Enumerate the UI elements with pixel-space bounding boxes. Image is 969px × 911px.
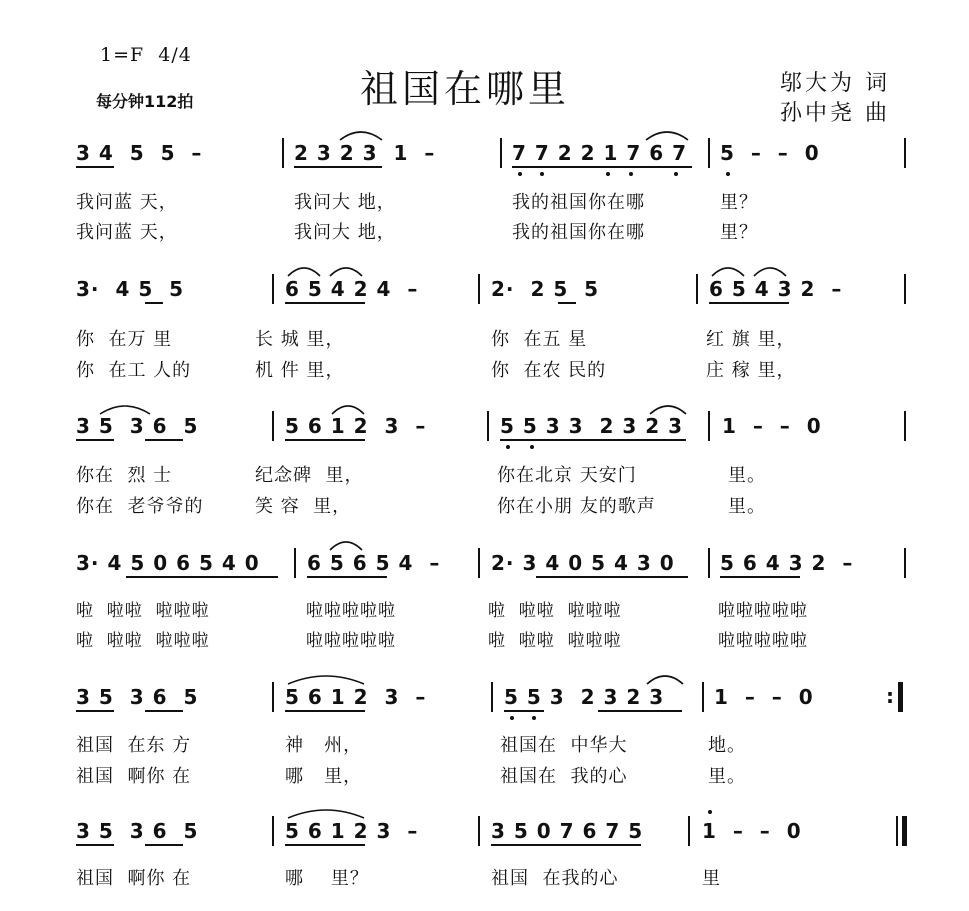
bar-line [904, 548, 906, 578]
lyric: 笑 容 里， [255, 496, 352, 517]
low-octave-dot [629, 172, 633, 176]
low-octave-dot [726, 172, 730, 176]
beam [512, 166, 692, 168]
low-octave-dot [518, 172, 522, 176]
lyric: 哪 里？ [285, 868, 369, 889]
low-octave-dot [540, 172, 544, 176]
lyric: 里？ [720, 222, 758, 243]
lyric: 里。 [728, 465, 766, 486]
bar-line [688, 816, 690, 846]
key-signature: 1=F 4/4 [100, 44, 192, 66]
bar-line [904, 138, 906, 168]
beam [285, 302, 365, 304]
beam [76, 710, 114, 712]
repeat-bar-line [898, 682, 903, 712]
bar-line [500, 138, 502, 168]
lyric: 你在小朋 友的歌声 [497, 496, 656, 517]
bar-line [478, 274, 480, 304]
measure-notes: 1 – – 0 [702, 819, 802, 843]
lyric: 神 州， [285, 735, 363, 756]
beam [145, 302, 163, 304]
lyric: 啦啦啦啦啦 [306, 601, 396, 621]
beam [76, 844, 114, 846]
bar-line [708, 548, 710, 578]
lyric: 我的祖国你在哪 [512, 192, 645, 213]
measure-notes: 5 – – 0 [720, 141, 820, 165]
measure-notes: 2· 2 5 5 [491, 277, 600, 301]
measure-notes: 5 6 4 3 2 – [720, 551, 854, 575]
measure-notes: 3· 4 5 0 6 5 4 0 [76, 551, 260, 575]
beam [491, 844, 641, 846]
measure-notes: 5 6 1 2 3 – [285, 685, 427, 709]
lyric: 里。 [728, 496, 766, 517]
slur [645, 672, 685, 686]
measure-notes: 1 – – 0 [722, 414, 822, 438]
final-bar-line-thick [902, 816, 907, 846]
measure-notes: 5 5 3 3 2 3 2 3 [500, 414, 684, 438]
beam [536, 576, 688, 578]
composer-credit: 孙中尧 曲 [780, 101, 890, 126]
tempo-marking: 每分钟112拍 [96, 92, 194, 111]
measure-notes: 3· 4 5 5 [76, 277, 185, 301]
beam [76, 439, 114, 441]
slur [328, 264, 364, 278]
beam [285, 439, 365, 441]
lyric: 啦 啦啦 啦啦啦 [76, 631, 210, 651]
beam [294, 166, 382, 168]
slur [98, 402, 152, 416]
bar-line [272, 274, 274, 304]
low-octave-dot [506, 445, 510, 449]
low-octave-dot [606, 172, 610, 176]
beam [709, 302, 789, 304]
lyric: 啦啦啦啦啦 [718, 631, 808, 651]
measure-notes: 3 4 5 5 – [76, 141, 203, 165]
lyric: 我问大 地， [294, 192, 396, 213]
measure-notes: 6 5 4 3 2 – [709, 277, 843, 301]
bar-line [487, 411, 489, 441]
lyric: 啦啦啦啦啦 [718, 601, 808, 621]
lyric: 红 旗 里， [706, 329, 796, 350]
beam [145, 439, 183, 441]
lyric: 我的祖国你在哪 [512, 222, 645, 243]
lyric: 啦 啦啦 啦啦啦 [488, 601, 622, 621]
beam [504, 710, 544, 712]
bar-line [904, 274, 906, 304]
bar-line [272, 816, 274, 846]
lyric: 地。 [708, 735, 746, 756]
lyric: 你 在工 人的 [76, 360, 192, 381]
beam [126, 576, 278, 578]
low-octave-dot [530, 445, 534, 449]
slur [644, 128, 690, 142]
measure-notes: 2 3 2 3 1 – [294, 141, 436, 165]
beam [720, 576, 800, 578]
bar-line [904, 411, 906, 441]
bar-line [478, 548, 480, 578]
lyric: 啦 啦啦 啦啦啦 [76, 601, 210, 621]
lyric: 你在北京 天安门 [497, 465, 637, 486]
bar-line [272, 682, 274, 712]
measure-notes: 6 5 4 2 4 – [285, 277, 419, 301]
measure-notes: 3 5 3 6 5 [76, 819, 199, 843]
slur [710, 264, 746, 278]
lyric: 里 [702, 868, 721, 889]
lyric: 祖国在 中华大 [500, 735, 628, 756]
measure-notes: 5 6 1 2 3 – [285, 819, 419, 843]
lyric: 你 在农 民的 [491, 360, 607, 381]
song-title: 祖国在哪里 [360, 67, 571, 111]
beam [76, 166, 114, 168]
lyric: 祖国在 我的心 [500, 766, 628, 787]
measure-notes: 3 5 3 6 5 [76, 685, 199, 709]
beam [285, 844, 365, 846]
slur [752, 264, 788, 278]
lyric: 祖国 啊你 在 [76, 868, 192, 889]
beam [558, 302, 576, 304]
lyric: 祖国 在我的心 [491, 868, 619, 889]
slur [286, 672, 366, 686]
lyric: 哪 里， [285, 766, 363, 787]
lyric: 我问大 地， [294, 222, 396, 243]
low-octave-dot [510, 716, 514, 720]
low-octave-dot [532, 716, 536, 720]
bar-line [708, 138, 710, 168]
slur [328, 538, 364, 552]
measure-notes: 5 5 3 2 3 2 3 [504, 685, 665, 709]
lyric: 机 件 里， [255, 360, 345, 381]
beam [500, 439, 686, 441]
lyric: 里。 [708, 766, 746, 787]
measure-notes: 2· 3 4 0 5 4 3 0 [491, 551, 675, 575]
measure-notes: 1 – – 0 [714, 685, 814, 709]
bar-line [702, 682, 704, 712]
bar-line [294, 548, 296, 578]
lyric: 啦啦啦啦啦 [306, 631, 396, 651]
beam [145, 844, 183, 846]
slur [286, 264, 322, 278]
slur [648, 402, 688, 416]
lyric: 祖国 在东 方 [76, 735, 192, 756]
lyric: 庄 稼 里， [706, 360, 796, 381]
measure-notes: 5 6 1 2 3 – [285, 414, 427, 438]
slur [330, 402, 366, 416]
bar-line [282, 138, 284, 168]
low-octave-dot [674, 172, 678, 176]
lyric: 长 城 里， [255, 329, 345, 350]
final-bar-line [896, 816, 898, 846]
bar-line [478, 816, 480, 846]
bar-line [696, 274, 698, 304]
beam [285, 710, 365, 712]
slur [286, 806, 366, 820]
beam [598, 710, 682, 712]
bar-line [272, 411, 274, 441]
lyric: 我问蓝 天， [76, 222, 178, 243]
bar-line [491, 682, 493, 712]
beam [145, 710, 183, 712]
bar-line [708, 411, 710, 441]
lyric: 我问蓝 天， [76, 192, 178, 213]
repeat-dots: : [886, 684, 895, 708]
beam [307, 576, 387, 578]
lyric: 里？ [720, 192, 758, 213]
lyric: 纪念碑 里， [255, 465, 364, 486]
high-octave-dot [708, 810, 712, 814]
measure-notes: 3 5 3 6 5 [76, 414, 199, 438]
measure-notes: 7 7 2 2 1 7 6 7 [512, 141, 688, 165]
lyric: 你在 老爷爷的 [76, 496, 204, 517]
lyric: 祖国 啊你 在 [76, 766, 192, 787]
lyricist-credit: 邬大为 词 [780, 71, 890, 96]
lyric: 你 在五 星 [491, 329, 588, 350]
lyric: 啦 啦啦 啦啦啦 [488, 631, 622, 651]
lyric: 你在 烈 士 [76, 465, 173, 486]
lyric: 你 在万 里 [76, 329, 173, 350]
measure-notes: 3 5 0 7 6 7 5 [491, 819, 644, 843]
slur [338, 128, 384, 142]
measure-notes: 6 5 6 5 4 – [307, 551, 441, 575]
